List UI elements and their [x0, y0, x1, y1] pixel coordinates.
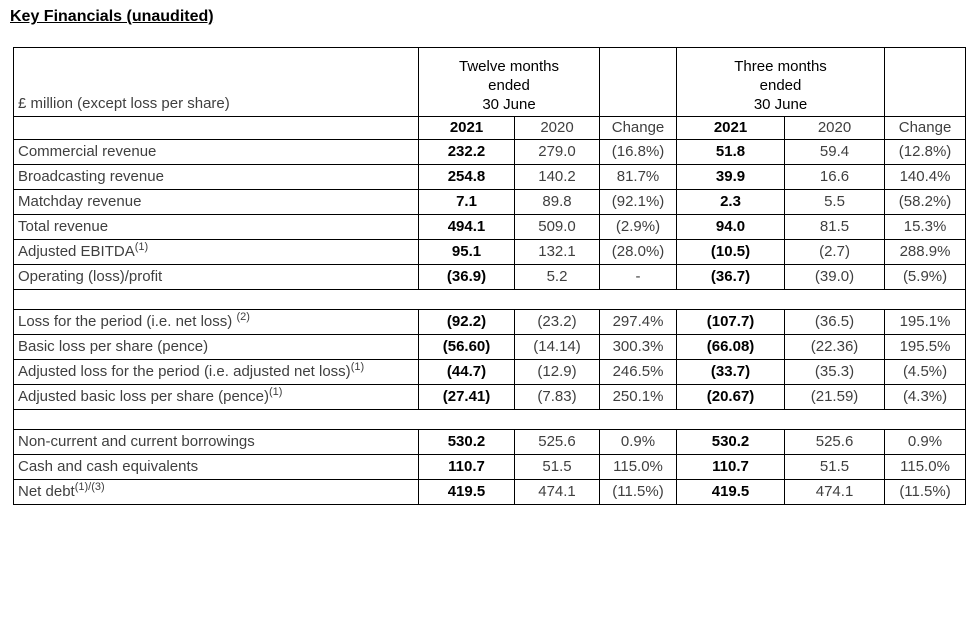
row-label-text: Basic loss per share (pence) — [18, 338, 209, 355]
value-cell: (5.9%) — [885, 265, 966, 290]
group-line: Twelve months — [458, 58, 560, 75]
value-cell: (39.0) — [785, 265, 885, 290]
value-cell: (14.14) — [515, 335, 600, 360]
col-header-2020-three: 2020 — [785, 117, 885, 140]
value-cell: 81.7% — [600, 165, 677, 190]
value-cell: 246.5% — [600, 360, 677, 385]
value-cell: (36.9) — [419, 265, 515, 290]
value-cell: 297.4% — [600, 310, 677, 335]
value-cell: (4.5%) — [885, 360, 966, 385]
row-label — [14, 190, 419, 215]
value-cell: 5.5 — [785, 190, 885, 215]
row-label — [14, 165, 419, 190]
group-line: ended — [488, 77, 530, 94]
value-cell: (11.5%) — [885, 480, 966, 505]
value-cell: (7.83) — [515, 385, 600, 410]
value-cell: 232.2 — [419, 140, 515, 165]
table-row — [14, 240, 966, 265]
value-cell: (27.41) — [419, 385, 515, 410]
row-label-text: Adjusted EBITDA — [18, 243, 135, 260]
row-label — [14, 360, 419, 385]
table-row — [14, 265, 966, 290]
group-line: 30 June — [753, 96, 808, 113]
value-cell: (2.9%) — [600, 215, 677, 240]
col-header-change-twelve: Change — [600, 117, 677, 140]
value-cell: - — [600, 265, 677, 290]
value-cell: 140.2 — [515, 165, 600, 190]
row-label — [14, 140, 419, 165]
value-cell: 89.8 — [515, 190, 600, 215]
footnote-superscript: (2) — [236, 311, 250, 323]
value-cell: (66.08) — [677, 335, 785, 360]
row-label-text: Total revenue — [18, 218, 109, 235]
value-cell: 288.9% — [885, 240, 966, 265]
value-cell: (92.2) — [419, 310, 515, 335]
value-cell: (21.59) — [785, 385, 885, 410]
group-line: 30 June — [482, 96, 536, 113]
row-label-text: Net debt — [18, 483, 75, 500]
row-label-text: Commercial revenue — [18, 143, 157, 160]
group-change-spacer-left — [600, 48, 677, 117]
value-cell: 51.5 — [785, 455, 885, 480]
value-cell: (36.5) — [785, 310, 885, 335]
col-header-change-three: Change — [885, 117, 966, 140]
table-body — [14, 140, 966, 505]
value-cell: (2.7) — [785, 240, 885, 265]
row-label-text: Matchday revenue — [18, 193, 142, 210]
footnote-superscript: (1)/(3) — [74, 481, 105, 493]
value-cell: 2.3 — [677, 190, 785, 215]
unit-label-cell: £ million (except loss per share) — [14, 48, 419, 117]
row-label-text: Adjusted basic loss per share (pence) — [18, 388, 269, 405]
col-group-three-months — [677, 48, 885, 117]
table-row — [14, 215, 966, 240]
value-cell: 254.8 — [419, 165, 515, 190]
col-header-2021-three: 2021 — [677, 117, 785, 140]
col-group-twelve-months — [419, 48, 600, 117]
value-cell: (4.3%) — [885, 385, 966, 410]
value-cell: 509.0 — [515, 215, 600, 240]
table-row — [14, 165, 966, 190]
value-cell: 140.4% — [885, 165, 966, 190]
value-cell: 5.2 — [515, 265, 600, 290]
table-row — [14, 310, 966, 335]
table-row — [14, 480, 966, 505]
footnote-superscript: (1) — [350, 361, 365, 373]
table-row — [14, 140, 966, 165]
value-cell: 195.5% — [885, 335, 966, 360]
value-cell: 525.6 — [785, 430, 885, 455]
table-row — [14, 335, 966, 360]
value-cell: 530.2 — [419, 430, 515, 455]
value-cell: 115.0% — [600, 455, 677, 480]
value-cell: 0.9% — [885, 430, 966, 455]
value-cell: (92.1%) — [600, 190, 677, 215]
value-cell: 132.1 — [515, 240, 600, 265]
row-label — [14, 310, 419, 335]
row-label-text: Broadcasting revenue — [18, 168, 164, 185]
value-cell: (44.7) — [419, 360, 515, 385]
row-label — [14, 215, 419, 240]
value-cell: (23.2) — [515, 310, 600, 335]
value-cell: 94.0 — [677, 215, 785, 240]
value-cell: 15.3% — [885, 215, 966, 240]
group-line: Three months — [734, 58, 827, 75]
row-label — [14, 385, 419, 410]
header-group-row — [14, 48, 966, 117]
value-cell: (16.8%) — [600, 140, 677, 165]
value-cell: 51.8 — [677, 140, 785, 165]
value-cell: (56.60) — [419, 335, 515, 360]
spacer-cell — [14, 410, 966, 430]
value-cell: 81.5 — [785, 215, 885, 240]
value-cell: 525.6 — [515, 430, 600, 455]
table-row — [14, 455, 966, 480]
col-header-2020-twelve: 2020 — [515, 117, 600, 140]
value-cell: (12.9) — [515, 360, 600, 385]
group-line: ended — [759, 77, 802, 94]
value-cell: 115.0% — [885, 455, 966, 480]
row-label — [14, 430, 419, 455]
value-cell: 110.7 — [677, 455, 785, 480]
value-cell: (11.5%) — [600, 480, 677, 505]
value-cell: 39.9 — [677, 165, 785, 190]
value-cell: 195.1% — [885, 310, 966, 335]
footnote-superscript: (1) — [268, 386, 283, 398]
col-header-2021-twelve: 2021 — [419, 117, 515, 140]
table-row — [14, 430, 966, 455]
spacer-row — [14, 290, 966, 310]
value-cell: 474.1 — [515, 480, 600, 505]
value-cell: (20.67) — [677, 385, 785, 410]
value-cell: 51.5 — [515, 455, 600, 480]
header-year-row — [14, 117, 966, 140]
value-cell: (10.5) — [677, 240, 785, 265]
row-label-text: Cash and cash equivalents — [18, 458, 199, 475]
value-cell: (28.0%) — [600, 240, 677, 265]
row-label-text: Non-current and current borrowings — [18, 433, 255, 450]
row-label — [14, 335, 419, 360]
value-cell: 494.1 — [419, 215, 515, 240]
table-row — [14, 190, 966, 215]
value-cell: 0.9% — [600, 430, 677, 455]
value-cell: (58.2%) — [885, 190, 966, 215]
group-change-spacer-right — [885, 48, 966, 117]
row-label-text: Loss for the period (i.e. net loss) — [18, 313, 237, 330]
value-cell: 250.1% — [600, 385, 677, 410]
table-row — [14, 360, 966, 385]
value-cell: 7.1 — [419, 190, 515, 215]
value-cell: 95.1 — [419, 240, 515, 265]
value-cell: 419.5 — [677, 480, 785, 505]
row-label — [14, 480, 419, 505]
value-cell: (36.7) — [677, 265, 785, 290]
value-cell: 59.4 — [785, 140, 885, 165]
value-cell: 474.1 — [785, 480, 885, 505]
row-label — [14, 455, 419, 480]
value-cell: 300.3% — [600, 335, 677, 360]
row-label-text: Adjusted loss for the period (i.e. adjusted net loss) — [18, 363, 351, 380]
value-cell: (33.7) — [677, 360, 785, 385]
value-cell: 530.2 — [677, 430, 785, 455]
value-cell: 419.5 — [419, 480, 515, 505]
page-title: Key Financials (unaudited) — [10, 8, 214, 25]
value-cell: (12.8%) — [885, 140, 966, 165]
value-cell: 16.6 — [785, 165, 885, 190]
spacer-row — [14, 410, 966, 430]
empty-header-cell — [14, 117, 419, 140]
value-cell: (107.7) — [677, 310, 785, 335]
key-financials-table — [13, 47, 966, 505]
row-label — [14, 240, 419, 265]
row-label-text: Operating (loss)/profit — [18, 268, 163, 285]
value-cell: 110.7 — [419, 455, 515, 480]
value-cell: 279.0 — [515, 140, 600, 165]
value-cell: (22.36) — [785, 335, 885, 360]
table-row — [14, 385, 966, 410]
value-cell: (35.3) — [785, 360, 885, 385]
footnote-superscript: (1) — [134, 241, 149, 253]
row-label — [14, 265, 419, 290]
spacer-cell — [14, 290, 966, 310]
